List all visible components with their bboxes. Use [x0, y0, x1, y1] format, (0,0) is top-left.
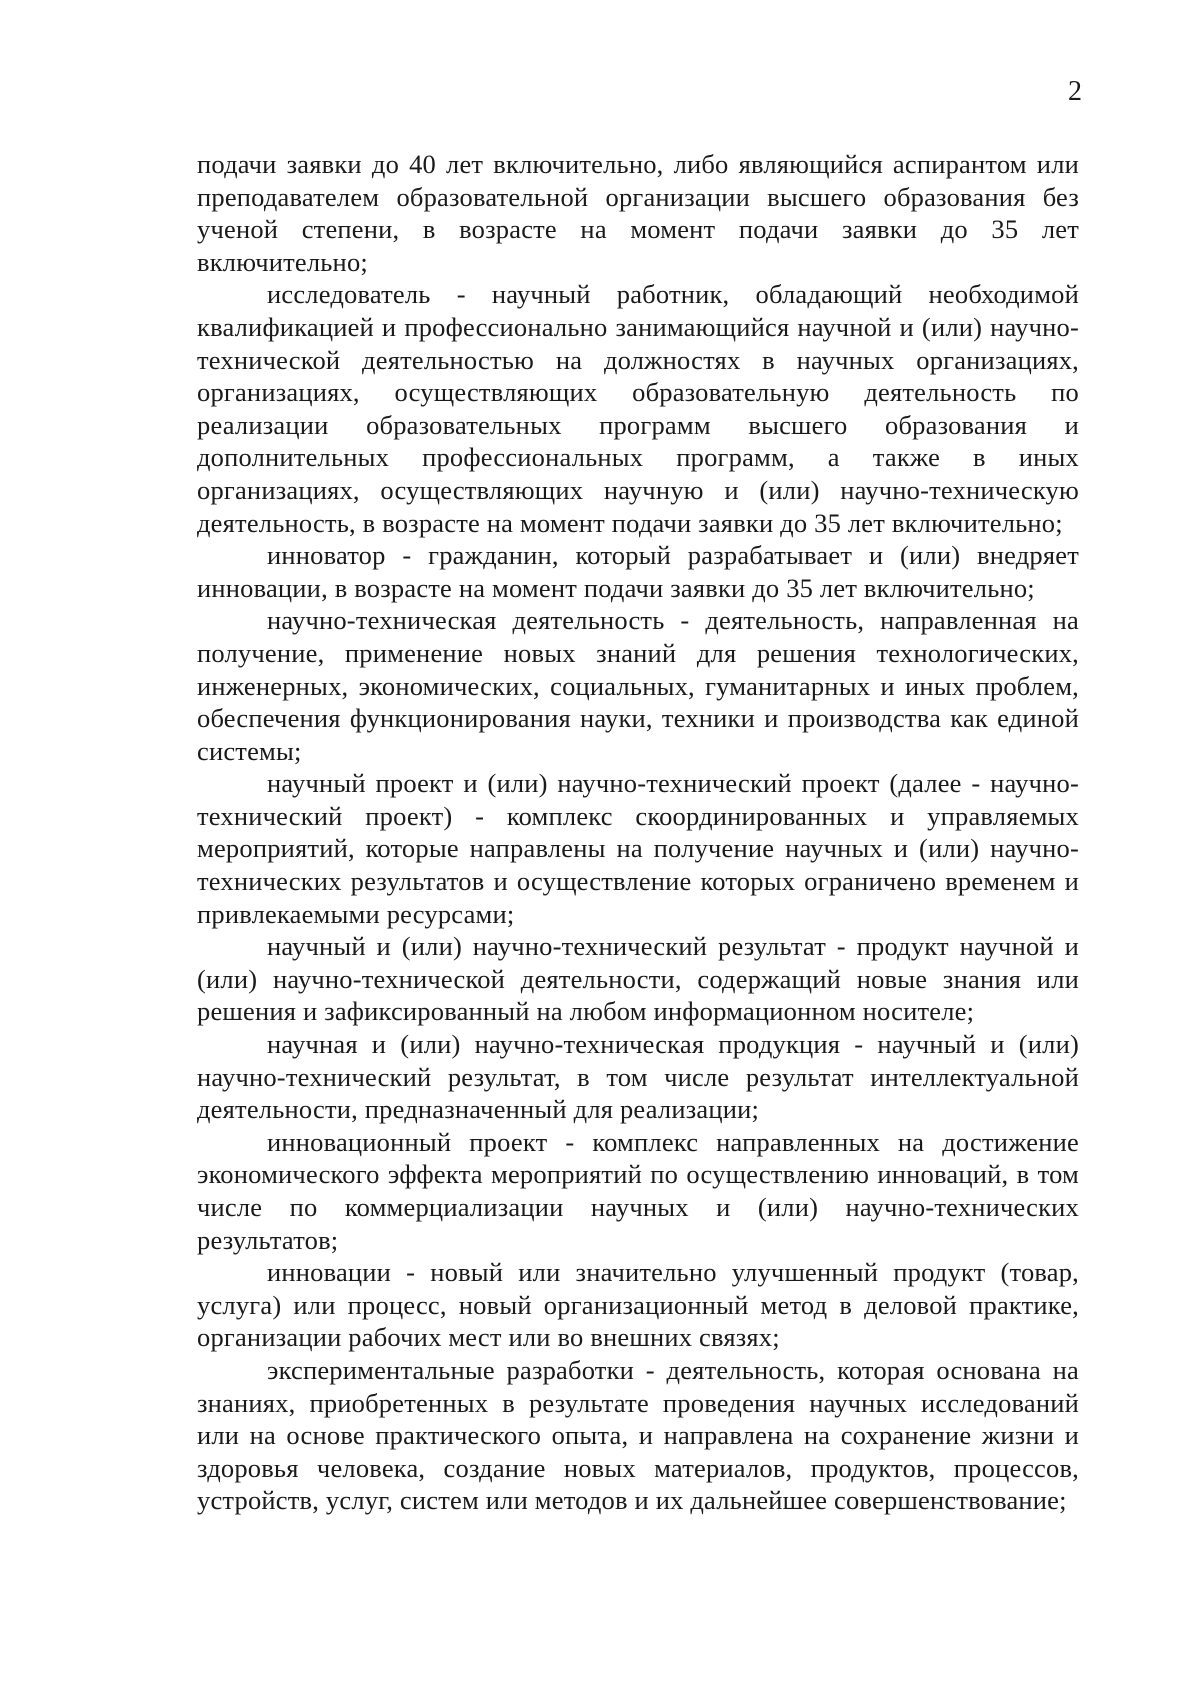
paragraph-innovation-project-definition: инновационный проект - комплекс направленных на достижение экономического эффекта мероприятий по осуществлению инноваций, в том числе по коммерциализации научных и (или) научно-технических результатов;	[197, 1126, 1079, 1255]
paragraph-scientific-technical-activity-definition: научно-техническая деятельность - деятельность, направленная на получение, применение новых знаний для решения технологических, инженерных, экономических, социальных, гуманитарных и иных проблем, обеспечения функционирования науки, техники и производства как единой системы;	[197, 605, 1079, 766]
paragraph-scientific-product-definition: научная и (или) научно-техническая продукция - научный и (или) научно-технический результат, в том числе результат интеллектуальной деятельности, предназначенный для реализации;	[197, 1029, 1079, 1125]
paragraph-innovations-definition: инновации - новый или значительно улучшенный продукт (товар, услуга) или процесс, новый организационный метод в деловой практике, организации рабочих мест или во внешних связях;	[197, 1257, 1079, 1353]
paragraph-experimental-development-definition: экспериментальные разработки - деятельность, которая основана на знаниях, приобретенных в результате проведения научных исследований или на основе практического опыта, и направлена на сохранение жизни и здоровья человека, создание новых материалов, продуктов, процессов, устройств, услуг, систем или методов и их дальнейшее совершенствование;	[197, 1354, 1079, 1516]
page-number: 2	[1068, 76, 1082, 107]
paragraph-innovator-definition: инноватор - гражданин, который разрабатывает и (или) внедряет инновации, в возрасте на момент подачи заявки до 35 лет включительно;	[197, 540, 1079, 603]
paragraph-scientific-result-definition: научный и (или) научно-технический результат - продукт научной и (или) научно-технической деятельности, содержащий новые знания или решения и зафиксированный на любом информационном носителе;	[197, 931, 1079, 1027]
document-body	[197, 148, 1079, 1517]
paragraph-scientific-project-definition: научный проект и (или) научно-технический проект (далее - научно-технический проект) - комплекс скоординированных и управляемых мероприятий, которые направлены на получение научных и (или) научно-технических результатов и осуществление которых ограничено временем и привлекаемыми ресурсами;	[197, 768, 1079, 929]
paragraph-young-scientist-continuation: подачи заявки до 40 лет включительно, либо являющийся аспирантом или преподавателем образовательной организации высшего образования без ученой степени, в возрасте на момент подачи заявки до 35 лет включительно;	[197, 149, 1079, 277]
paragraph-researcher-definition: исследователь - научный работник, обладающий необходимой квалификацией и профессионально занимающийся научной и (или) научно-технической деятельностью на должностях в научных организациях, организациях, осуществляющих образовательную деятельность по реализации образовательных программ высшего образования и дополнительных профессиональных программ, а также в иных организациях, осуществляющих научную и (или) научно-техническую деятельность, в возрасте на момент подачи заявки до 35 лет включительно;	[197, 279, 1079, 538]
